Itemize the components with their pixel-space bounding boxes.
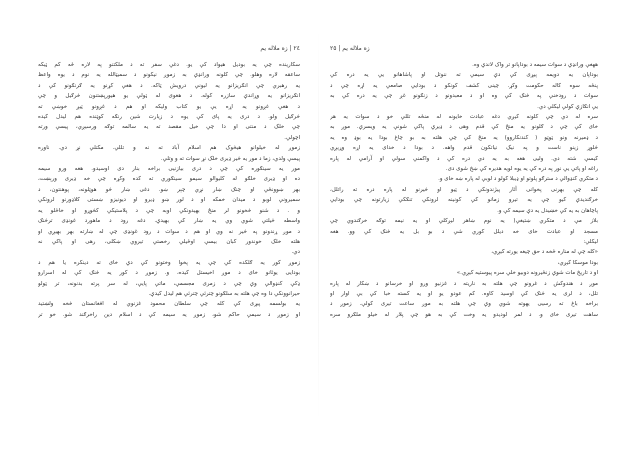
text-line: سمیرونې لوبو د میدان خمکه او د لور ښو ډیرو او دیونیزو ښستی کلاډورنو لرونکي [38, 197, 300, 204]
right-running-header: زه ملاله یم | ٢٥ [330, 45, 370, 52]
right-page [330, 0, 598, 451]
text-line: کیسې شته دي. ولیی هغه به یه دي دره کې د واکمني سولي او آرامي له پاره [330, 155, 598, 162]
text-line: د ډمیرنه ونو ټوټو ( کندنکاروو) یه منځ کې چې هلته به بو چاغ بودا یه بوډ وه یه [330, 134, 598, 141]
text-line: بودا موسکا کیږي، [557, 259, 598, 266]
text-line: د موږ ړندونو په څیر نه وي او هم د سوات د رود غونډی چې له ښارته بهر بهیږي او [38, 228, 300, 235]
text-line: مسجد او عبادت خای خه دیلل کوري شي د بو بل یه څنګ کې وو. هغه [330, 228, 598, 235]
text-line: او د تاریخ مات شوې زنځیرونه دوبیو خلې سره پیوستیه کیږي.» [456, 270, 598, 277]
text-line: «کله چې له مناره ځخه د حق چیغه یورته کیږي، [491, 249, 598, 256]
text-line: بهر ښوونځي او چنګ ښار نړي چېر ښو. دغی ښار څو هوټلونه، پوهنتون، د [38, 186, 300, 193]
text-line: د متکري کنډوالي د سترګو پلوتو او ډیبلا کولو د لوبې له پاره ښه خای و. [438, 176, 598, 183]
text-line: ده او ډیری خلګو له کلیوالو سیمو سینګوري ته کده وکړه چې خه ډیری ورېښت، [38, 176, 300, 183]
text-line: پنځه سوه کاله حکومت وکړ. چینی کشف کونکو د بودايي صامعي یه اړه چې د [330, 82, 598, 89]
text-line: پیسې ولدي، زما د مور یه څیر ډیری خلک نړ سوات ته و وتلي. [160, 155, 300, 162]
text-line: چې خلک د منتی او دا چې خیل مقصد ته یه سالمه توګه ورسیږي، پیسې ورته [38, 124, 300, 131]
text-line: یې انګازې کولې لیکلي دي. [537, 103, 598, 110]
text-line: حیرانوونکي دا وه چې هلته به سلګونو چترئي چترئي هم لیدل کیدې. [148, 290, 300, 297]
text-line: زموږ کور یه ګلکده کې چې یه پخوا وختونو کې دې خای ته دینکره یا هم د [38, 259, 300, 266]
text-line: انګریزانو یه وړاندې سازره کوله. د هغوی له ټولې یو هیورپښتنون څرګیل و چې [38, 93, 300, 100]
text-line: بوداپان یه دویمه پیړی کې دې سیمې ته ننوتل او پاشاهانو یې یه دره کې [330, 72, 598, 79]
text-line: زموږ له خیلوانو هیڅوک هم اسلام آباد ته نه و تللي. مکتلي نړ دي. ناوره [38, 145, 300, 152]
text-line: خای کې چې د ګلونو یه منځ کې قدم وهی د ډیرې پاکې شونې یه ویسرې. موږ به [330, 124, 598, 131]
right-page-body [330, 60, 598, 320]
text-line: بلاز مې د متکري ښتیغي( یه نوم ښاهر لیږکلي او یه نیمه توګه خرګندوي چې [330, 218, 598, 225]
text-line: کله چې بهرنی پخوانی آثار پیژندونکي د ټیو او څیرنو له پاره دره ته راتلل، [330, 186, 598, 193]
right-page-header [330, 44, 598, 54]
left-page-header [38, 44, 300, 54]
text-line: مور یه سینګوره کې چې د دری بیازنیی براخه بنار دی اوسیدو. هغه ورو سیمه [38, 166, 300, 173]
left-page [38, 0, 300, 451]
text-line: هلته خلک خوندور کبان بیسې اوځیلي رخصتي تیروي ښکلی، رهی او پاکي نه [38, 238, 300, 245]
text-line: یه بولسمه پیړی کې کله چې سلطان محمود غزنوي له افغانستان څخه ولښتید [38, 301, 300, 308]
text-line: پاچاهان به یه کې خښیدل یه دې سیمه کې و. [497, 207, 598, 214]
text-line: ډکې کنډوالې وې چې د زمری مجسمې، ماتې پایې، له سر پرته بدنونه، تر ټولو [38, 280, 300, 287]
text-line: یه رهبري چې انګریزانو یه لیوني درویش ټاکه. د هغې کړنو یه ګرنګونو کې د [38, 82, 300, 89]
text-line: براخه باغ ته رسیی یهوته شوي وې چې هلته به موږ ساعت تیری کولې. زموږ د [330, 301, 598, 308]
text-line: تلل، د لری یه څنګ کې اوسید کاوه. کم عودو یو او یه کسته خبا کې بې اوار او [330, 290, 598, 297]
text-line: لیکلي: [583, 238, 598, 245]
text-line: ساعقه لاره وهلو. چې کلونه ورانډې به زموږ نیکونو د سمیټالله یه نوم د یوه واعظ [38, 72, 300, 79]
page-gutter [318, 30, 319, 421]
text-line: ههغې ورانډې د سوات سیمه د بوداپانو تر واک لاندې وه. [472, 62, 598, 68]
text-line: د هغې غږونو یه اړه یې یو کتاب ولیکه او هم د غږونو ټیږ خوښي ته [38, 103, 300, 110]
text-line: څرګیل ولو. د دری یه پای کې یوه د زیارت شین رنګه کوټنده هم لیدل کیده [38, 114, 300, 121]
text-line: راغه او پاتي یې نور په دره کې یه یوه لویه هدیره کې ښخ شوی دی. [445, 166, 598, 173]
text-line: بودایی یوثانو خای د موږ اخیستل کیده، و. زموږ د کور یه څنګ کې له اسرارو [38, 270, 300, 277]
text-line: څلوړ زینو ناست و په نیک نیاتکون قدم واهه. د بودا د خدای یه اړه وړیږي [330, 145, 598, 152]
text-line: سوات د رودخنې په څنګ کې وه او د معبدونو د زنګونو غږ چې یه دره کې به [330, 93, 598, 100]
text-line: سکارینده چې یه بودیل هیواد کې یو. دغې سفر ته د ملکتنو په لاره ځه کم ټیکه [38, 62, 300, 68]
text-line: او زموږ د سیمې حاکم شو، زموږ یه سیمه کې د اسلام دین راخرګند شو. خو تر [38, 311, 300, 318]
text-line: خرګندیدې کیو چې یه تیرو زمانو کې کونینه لرونکي تنګکي زیارتونه چې بودایي [330, 197, 598, 204]
text-line: دي. [291, 249, 300, 256]
left-page-body [38, 60, 300, 320]
text-line: موږ د هندوکش د غرونو چې هلته به ناریته د غزنیو ورو او خرسانو د ښکار له پاره [330, 280, 598, 287]
text-line: اچولې. [284, 134, 300, 141]
text-line: ساهت تیری خای و. د لمر لودیدو یه وخت کې به هو چې پلار له خیلو ملګرو سره [330, 311, 598, 318]
text-line: و . د شنو څخونو لر منځ بهیدونکي اوبه چې د پلاستیکي کڅوړو او خاځلو یه [38, 207, 300, 214]
text-line: سره له دي چې کلونه کیږي دغه عبادت خايونه له منځه تللي خو د سوات یه هر [330, 114, 598, 121]
text-line: واسطه څیلتي شوي وي یه ښار کې بهیدې. دغه رود د ماهورد غونډی ترڅنګ [38, 218, 300, 225]
left-running-header: ٢٤ | زه ملاله یم [260, 45, 300, 52]
